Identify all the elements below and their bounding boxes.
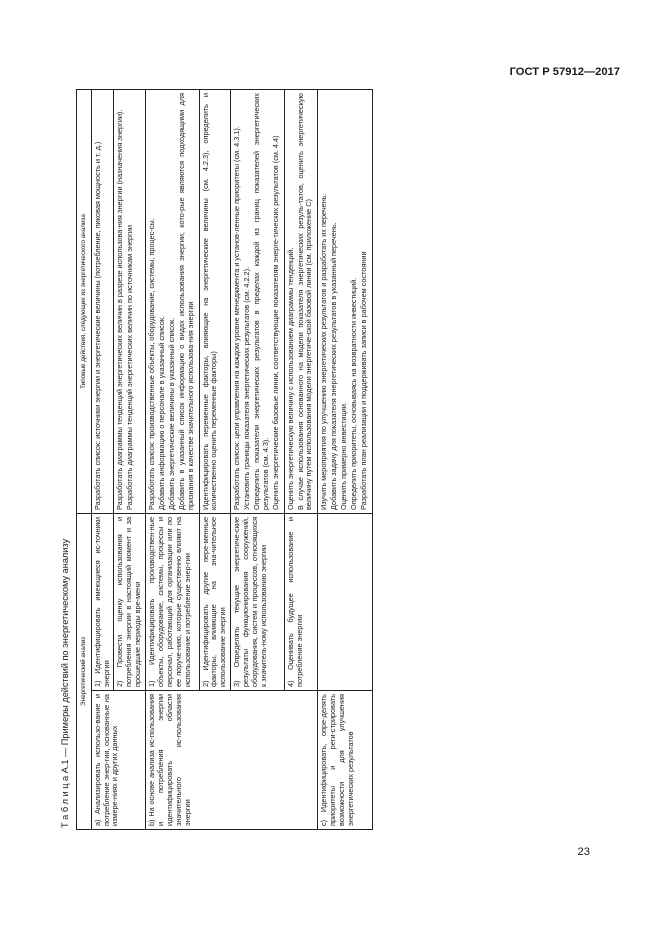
energy-analysis-table — [76, 89, 373, 830]
table-caption: Т а б л и ц а А.1 — Примеры действий по энергетическому анализу — [60, 538, 70, 828]
column-header-actions: Типовые действия, следующие из энергетического анализа — [77, 89, 92, 513]
step-cell: 3) Определять текущие энергетиче-ские результаты функционирования сооружений, оборудования, систем и процессов, относящихся к значитель-ному использованию энергии — [231, 513, 284, 690]
step-cell: 2) Идентифицировать другие пере-менные факторы, влияющие на зна-чительное использование энергии — [199, 513, 231, 690]
action-line: Добавить в указанный список информацию о видах использования энергии, кото-рые являются подходящими для признания в качестве значительного использова-ния энергии — [176, 92, 195, 510]
action-line: Изучить мероприятия по улучшению энергетических результатов и разработать их перечень. — [319, 193, 329, 510]
goal-cell-a: a) Анализировать использо-вание и потребление энер-гии, основанные на измере-ниях и других данных — [91, 691, 145, 830]
action-line: Добавить информацию о персонале в указанный список. — [157, 315, 167, 510]
action-line: В случае использования основанного на модели показателя энергетических резуль-татов, оценить энергетическую величину путем использования модели энергетиче-ской базовой линии (см. приложение С) — [295, 92, 314, 510]
table-header-row — [77, 89, 92, 829]
rotated-table-area — [76, 90, 584, 830]
table-row — [91, 89, 114, 829]
actions-cell — [199, 89, 231, 513]
step-cell — [318, 513, 372, 690]
action-line: Разработать диаграммы тенденций энергетических величин в разрезе использова-ния энергии (назначения энергии). — [115, 109, 125, 510]
table-row — [146, 89, 199, 829]
goal-cell-c: c) Идентифицировать, опре-делять приоритеты и реги-стрировать возможности для улучшения энергетических результатов — [318, 691, 372, 830]
table-row — [318, 89, 372, 829]
action-line: Оценить энергетическую величину с использованием диаграммы тенденций. — [285, 247, 295, 510]
document-header: ГОСТ Р 57912—2017 — [509, 66, 620, 78]
action-line: Установить границы показателя энергетических результатов (см. 4.2.2). — [242, 266, 252, 510]
action-line: Разработать список: производственные объекты, оборудование, системы, процес-сы. — [147, 218, 157, 510]
action-line: Идентифицировать переменные факторы, влияющие на энергетические величины (см. 4.2.3), определить и количественно оценить переменные факторы) — [200, 92, 219, 510]
step-cell: 2) Провести оценку использования и потребления энергии в настоящий момент и за прошедшие периоды вре-мени — [114, 513, 146, 690]
step-cell: 1) Идентифицировать производствен-ные объекты, оборудование, системы, процессы и персонал, работающий для организации или по ее поруче-нию, которые существенно влияют на использование и потребление энер-гии — [146, 513, 199, 690]
step-cell: 1) Идентифицировать имеющиеся ис-точники энергии — [91, 513, 114, 690]
action-line: Оценить энергетические базовые линии, соответствующие показателям энерге-тических результатов (см. 4.4) — [270, 135, 280, 510]
goal-cell-b: b) На основе анализа ис-пользования и потребления энергии идентифицировать области значительного ис-пользования энергии — [146, 691, 318, 830]
actions-cell — [114, 89, 146, 513]
action-line: Разработать список: цели управления на каждом уровне менеджмента и установ-ленные приоритеты (см. 4.3.1). — [232, 126, 242, 510]
actions-cell — [318, 89, 372, 513]
action-line: Разработать диаграммы тенденций энергетических величин по источникам энергии — [125, 225, 135, 510]
actions-cell — [231, 89, 284, 513]
actions-cell — [284, 89, 318, 513]
action-line: Добавить энергетические величины в указанный список. — [166, 317, 176, 510]
action-line: Разработать список: источники энергии и энергетические величины (потребление, пиковая мощность и т. д.) — [92, 141, 102, 510]
actions-cell — [91, 89, 114, 513]
step-cell: 4) Оценивать будущее использование и потребление энергии — [284, 513, 318, 690]
actions-cell — [146, 89, 199, 513]
column-header-analysis: Энергетический анализ — [77, 513, 92, 829]
action-line: Оценить примерно инвестиции. — [339, 402, 349, 510]
rotated-table-inner — [76, 90, 584, 830]
action-line: Добавить задачу для показателя энергетических результатов в указанный перечень. — [329, 222, 339, 510]
action-line: Определить показатели энергетических результатов в пределах каждой из границ показателей энергетических результатов (см. 4.3). — [252, 92, 270, 510]
action-line: Определить приоритеты, основываясь на возвратности инвестиций. — [349, 277, 359, 510]
page-number: 23 — [577, 846, 590, 858]
action-line: Разработать план реализации и поддерживать записи в рабочем состоянии — [358, 251, 368, 510]
